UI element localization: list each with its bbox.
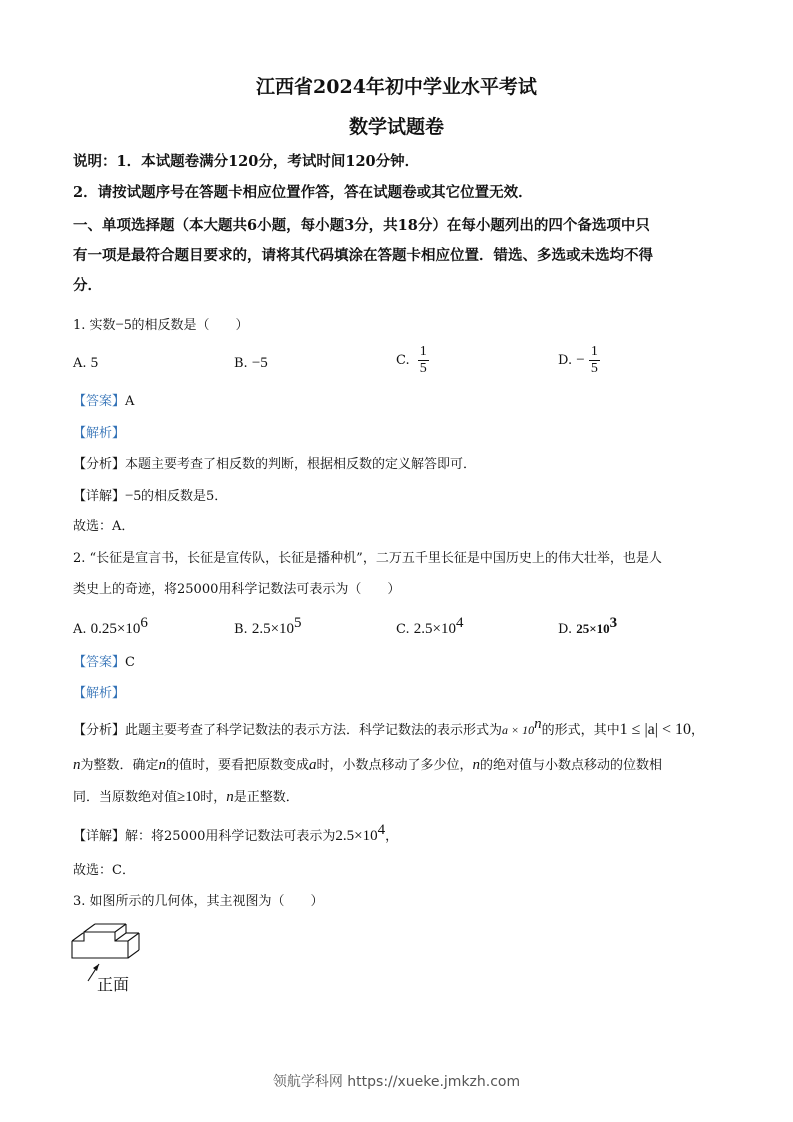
- q1-option-d-denominator: 5: [590, 361, 598, 376]
- q1-option-b-value: −5: [251, 355, 268, 371]
- q2-option-c-label: C.: [396, 622, 410, 637]
- question-1-stem: [73, 314, 249, 334]
- q1-option-c-numerator: 1: [419, 344, 427, 359]
- exam-subtitle: 数学试题卷: [348, 116, 444, 138]
- q2-fenxi-line-3-text-b: 时，: [200, 790, 227, 805]
- q1-choice: 故选：A．: [73, 519, 135, 534]
- q1-detail: [73, 485, 227, 505]
- q2-option-b-exp: 5: [294, 615, 302, 631]
- q1-option-d-numerator: 1: [590, 344, 598, 359]
- q3-solid-figure: [68, 916, 158, 996]
- q1-option-c-denominator: 5: [419, 361, 427, 376]
- q2-detail-end: ，: [385, 829, 399, 844]
- instructions-line-1: 说明：1．本试题卷满分120分，考试时间120分钟．: [73, 153, 420, 170]
- q1-fenxi: [73, 453, 476, 472]
- q2-fenxi-line-2-text-d: 的绝对值与小数点移动的位数相: [480, 758, 663, 773]
- q2-var-a: a: [309, 757, 317, 773]
- q2-detail-base: 2.5×10: [335, 828, 378, 844]
- q2-option-c-base: 2.5×10: [413, 621, 456, 637]
- q2-option-a-label: A.: [73, 622, 87, 637]
- q1-option-a-label: A.: [73, 356, 87, 371]
- question-2-stem-line-1: 2. “长征是宣言书，长征是宣传队，长征是播种机”，二万五千里长征是中国历史上的伟大壮举，也是人: [73, 551, 662, 566]
- q1-detail-value: −5: [125, 488, 141, 504]
- q2-option-b: [234, 615, 302, 638]
- q1-option-d-sign: −: [576, 352, 585, 368]
- q2-option-a-exp: 6: [140, 615, 148, 631]
- section-1-intro-line-3: 分．: [73, 277, 102, 294]
- q1-stem-value: −5: [115, 317, 132, 333]
- q2-fenxi-tag: 【分析】: [73, 723, 126, 738]
- q2-fenxi-line-2: [73, 754, 662, 774]
- q2-fenxi-line-3-text-c: 是正整数．: [233, 790, 299, 805]
- q2-option-d-base: 25×10: [576, 621, 610, 636]
- q1-detail-text: 的相反数是5．: [140, 489, 228, 504]
- q2-option-a: [73, 615, 148, 638]
- q1-option-a-value: 5: [90, 355, 99, 371]
- q1-option-b: [234, 355, 268, 372]
- q2-var-n-2: n: [158, 757, 167, 773]
- q1-option-c-label: C.: [396, 353, 410, 368]
- q1-detail-tag: 【详解】: [73, 489, 126, 504]
- q1-stem-prefix: 1. 实数: [73, 318, 116, 333]
- q2-fenxi-line-3-text-a: 同．当原数绝对值: [73, 790, 178, 805]
- q2-fenxi-text-a: 此题主要考查了科学记数法的表示方法．科学记数法的表示形式为: [125, 723, 503, 738]
- q2-option-d: [558, 615, 617, 637]
- q1-option-a: [73, 355, 98, 372]
- q2-fenxi-formula-exp: n: [534, 716, 542, 732]
- q1-option-c: [396, 344, 429, 377]
- question-2-stem-line-2: 类史上的奇迹，将25000用科学记数法可表示为（ ）: [73, 582, 401, 597]
- q2-fenxi-line-2-text-a: 为整数．确定: [80, 758, 159, 773]
- q2-option-b-base: 2.5×10: [251, 621, 295, 637]
- q2-fenxi-text-b: 的形式，其中: [541, 723, 620, 738]
- q2-fenxi-line-2-text-c: 时，小数点移动了多少位，: [316, 758, 473, 773]
- q2-option-b-label: B.: [234, 622, 248, 637]
- q1-answer: [73, 390, 134, 409]
- q2-var-n-1: n: [73, 757, 81, 773]
- q1-analysis-tag: 【解析】: [73, 426, 126, 441]
- q2-detail: [73, 822, 398, 845]
- q2-answer-tag: 【答案】: [73, 655, 126, 670]
- page-footer-watermark: 领航学科网 https://xueke.jmkzh.com: [272, 1074, 521, 1090]
- q2-condition: ≥10: [177, 789, 201, 805]
- q1-fenxi-text: 本题主要考查了相反数的判断，根据相反数的定义解答即可．: [125, 457, 477, 472]
- q1-option-c-fraction: [418, 344, 429, 377]
- q2-option-d-label: D.: [558, 622, 573, 637]
- section-1-intro-line-2: 有一项是最符合题目要求的，请将其代码填涂在答题卡相应位置．错选、多选或未选均不得: [73, 247, 653, 264]
- q2-detail-exp: 4: [377, 822, 386, 838]
- exam-title: 江西省2024年初中学业水平考试: [256, 76, 537, 98]
- q3-front-label: 正面: [97, 975, 130, 994]
- q2-option-c: [396, 615, 463, 638]
- q2-answer-value: C: [125, 655, 135, 670]
- q2-fenxi-line-1: [73, 716, 704, 739]
- q2-option-a-base: 0.25×10: [90, 621, 141, 637]
- q2-answer: [73, 651, 135, 670]
- q1-option-d-fraction: [589, 344, 600, 377]
- q1-option-b-label: B.: [234, 356, 248, 371]
- q1-answer-tag: 【答案】: [73, 394, 126, 409]
- section-1-intro-line-1: 一、单项选择题（本大题共6小题，每小题3分，共18分）在每小题列出的四个备选项中只: [73, 217, 650, 234]
- q2-detail-text: 解：将25000用科学记数法可表示为: [125, 829, 336, 844]
- q2-fenxi-line-2-text-b: 的值时，要看把原数变成: [166, 758, 310, 773]
- q1-answer-value: A: [125, 394, 135, 409]
- q2-fenxi-range: 1 ≤ |a| < 10: [619, 721, 691, 738]
- q2-var-n-4: n: [226, 789, 234, 805]
- q2-fenxi-line-3: [73, 786, 299, 806]
- q2-fenxi-end: ，: [690, 723, 704, 738]
- instructions-line-2: 2．请按试题序号在答题卡相应位置作答，答在试题卷或其它位置无效．: [73, 184, 533, 201]
- q2-analysis-tag: 【解析】: [73, 686, 126, 701]
- q1-option-d-label: D.: [558, 353, 573, 368]
- question-3-stem: 3. 如图所示的几何体，其主视图为（ ）: [73, 894, 324, 909]
- q2-var-n-3: n: [472, 757, 481, 773]
- q1-fenxi-tag: 【分析】: [73, 457, 126, 472]
- q1-option-d: [558, 344, 600, 377]
- q2-option-d-exp: 3: [609, 615, 618, 631]
- q2-fenxi-formula-base: a × 10: [502, 723, 535, 737]
- q2-detail-tag: 【详解】: [73, 829, 126, 844]
- q2-choice: 故选：C．: [73, 863, 135, 878]
- q2-option-c-exp: 4: [455, 615, 464, 631]
- q1-stem-suffix: 的相反数是（ ）: [131, 318, 249, 333]
